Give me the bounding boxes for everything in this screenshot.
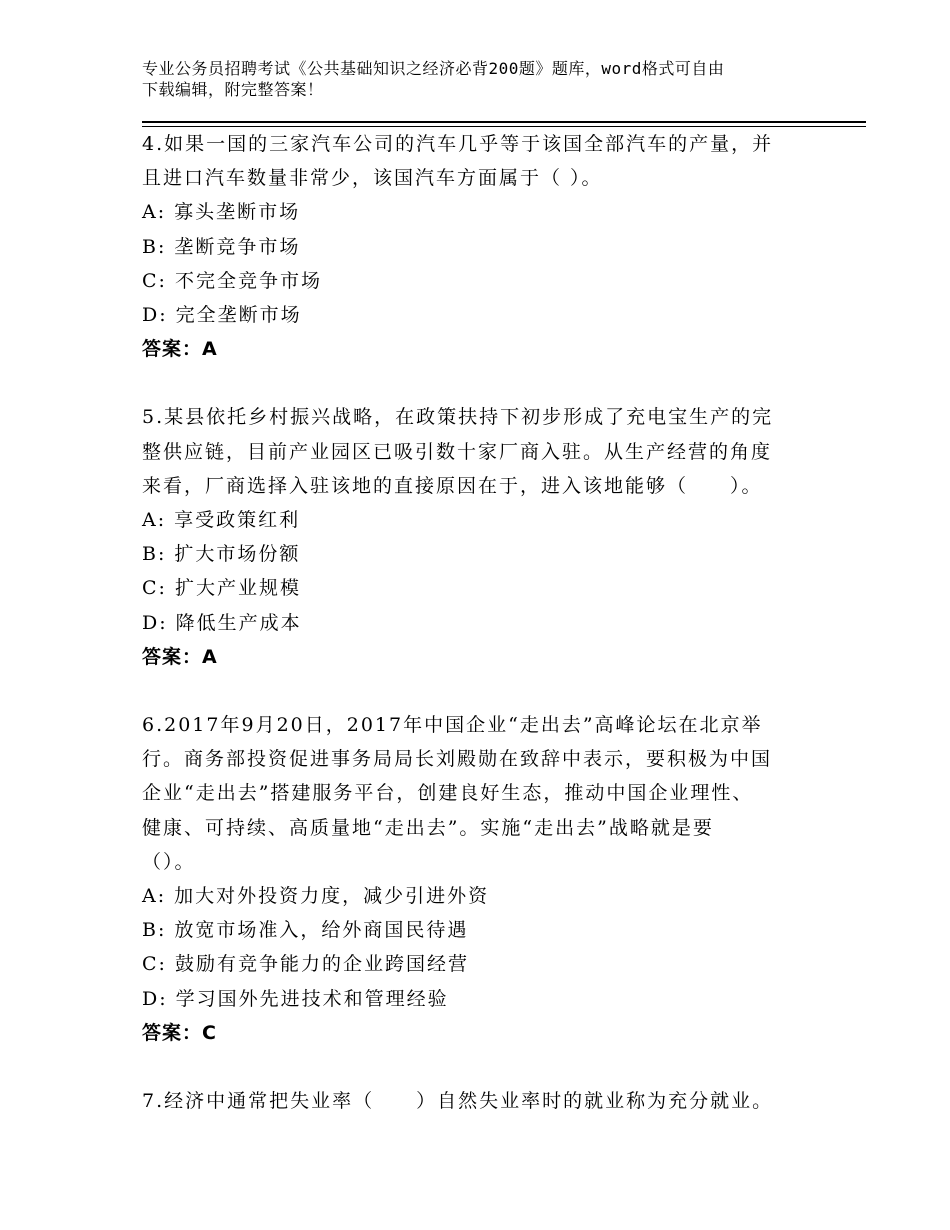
question-text-line: 来看，厂商选择入驻该地的直接原因在于，进入该地能够（ ）。 xyxy=(142,474,763,497)
question-text-line: 5.某县依托乡村振兴战略，在政策扶持下初步形成了充电宝生产的完 xyxy=(142,406,774,429)
question-text-line: 企业“走出去”搭建服务平台，创建良好生态，推动中国企业理性、 xyxy=(142,782,754,805)
question-4 xyxy=(142,127,802,366)
option-c: C: 不完全竞争市场 xyxy=(142,269,322,292)
question-6 xyxy=(142,708,802,1050)
option-b: B: 扩大市场份额 xyxy=(142,543,301,566)
option-b: B: 垄断竞争市场 xyxy=(142,235,301,258)
question-7 xyxy=(142,1084,802,1118)
header-rule-thick xyxy=(142,121,866,123)
option-c: C: 鼓励有竞争能力的企业跨国经营 xyxy=(142,953,469,976)
spacer xyxy=(142,366,802,400)
question-5 xyxy=(142,400,802,674)
question-text-line: 整供应链，目前产业园区已吸引数十家厂商入驻。从生产经营的角度 xyxy=(142,440,773,463)
question-text-line: 健康、可持续、高质量地“走出去”。实施“走出去”战略就是要 xyxy=(142,816,714,839)
question-text-line: 行。商务部投资促进事务局局长刘殿勋在致辞中表示，要积极为中国 xyxy=(142,748,773,771)
question-text-line: 6.2017年9月20日，2017年中国企业“走出去”高峰论坛在北京举 xyxy=(142,714,763,737)
answer: 答案：C xyxy=(142,1021,217,1044)
question-text-line: 7.经济中通常把失业率（ ）自然失业率时的就业称为充分就业。 xyxy=(142,1090,774,1113)
answer: 答案：A xyxy=(142,645,218,668)
question-text-line: 且进口汽车数量非常少，该国汽车方面属于（ ）。 xyxy=(142,167,603,190)
answer: 答案：A xyxy=(142,338,218,361)
question-text-line: （）。 xyxy=(142,850,196,873)
header-line-2: 下载编辑，附完整答案！ xyxy=(142,80,324,99)
header-line-1: 专业公务员招聘考试《公共基础知识之经济必背200题》题库，word格式可自由 xyxy=(142,59,725,78)
page-header xyxy=(142,58,822,100)
question-list xyxy=(142,127,802,1118)
option-a: A: 加大对外投资力度，减少引进外资 xyxy=(142,885,490,908)
spacer xyxy=(142,674,802,708)
spacer xyxy=(142,1050,802,1084)
question-text-line: 4.如果一国的三家汽车公司的汽车几乎等于该国全部汽车的产量，并 xyxy=(142,133,774,155)
option-a: A: 享受政策红利 xyxy=(142,509,301,532)
option-b: B: 放宽市场准入，给外商国民待遇 xyxy=(142,919,469,942)
option-d: D: 完全垄断市场 xyxy=(142,304,302,327)
option-d: D: 学习国外先进技术和管理经验 xyxy=(142,987,449,1010)
option-a: A: 寡头垄断市场 xyxy=(142,201,301,224)
option-c: C: 扩大产业规模 xyxy=(142,577,301,600)
option-d: D: 降低生产成本 xyxy=(142,611,302,634)
